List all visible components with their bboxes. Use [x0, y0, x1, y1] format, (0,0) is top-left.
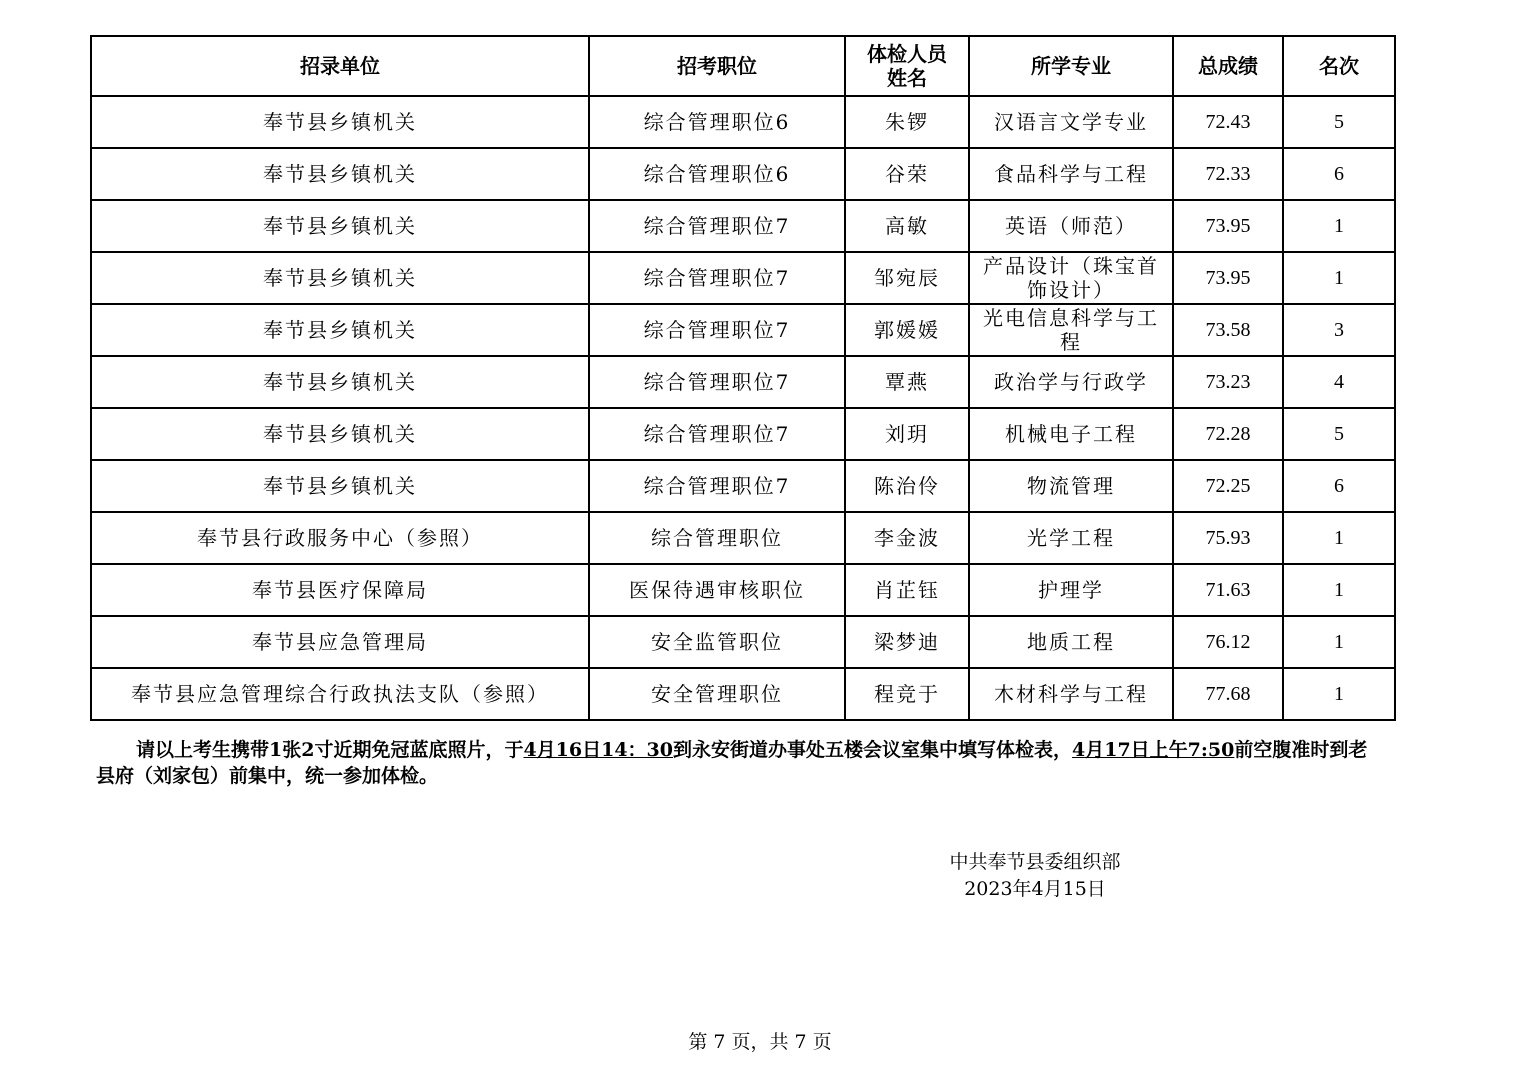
- table-row: [91, 148, 1395, 200]
- cell-unit: 奉节县乡镇机关: [91, 200, 589, 252]
- examinee-table: [90, 35, 1396, 721]
- col-header-major: 所学专业: [969, 36, 1173, 96]
- cell-name: 谷荣: [845, 148, 969, 200]
- table-row: [91, 96, 1395, 148]
- cell-score: 72.43: [1173, 96, 1283, 148]
- cell-score: 75.93: [1173, 512, 1283, 564]
- table-row: [91, 564, 1395, 616]
- cell-major: 食品科学与工程: [969, 148, 1173, 200]
- cell-name: 刘玥: [845, 408, 969, 460]
- cell-major: 地质工程: [969, 616, 1173, 668]
- cell-position: 综合管理职位7: [589, 408, 845, 460]
- cell-score: 72.33: [1173, 148, 1283, 200]
- page-number: 第 7 页，共 7 页: [688, 1031, 832, 1053]
- cell-unit: 奉节县行政服务中心（参照）: [91, 512, 589, 564]
- table-row: [91, 668, 1395, 720]
- cell-major: 机械电子工程: [969, 408, 1173, 460]
- cell-name: 高敏: [845, 200, 969, 252]
- table-header-row: [91, 36, 1395, 96]
- col-header-position: 招考职位: [589, 36, 845, 96]
- cell-unit: 奉节县乡镇机关: [91, 148, 589, 200]
- cell-major: 政治学与行政学: [969, 356, 1173, 408]
- cell-score: 72.28: [1173, 408, 1283, 460]
- table-row: [91, 616, 1395, 668]
- cell-score: 73.95: [1173, 252, 1283, 304]
- notice-time-1: 4月16日14：30: [523, 739, 673, 761]
- cell-rank: 5: [1283, 408, 1395, 460]
- cell-major: 木材科学与工程: [969, 668, 1173, 720]
- cell-unit: 奉节县乡镇机关: [91, 356, 589, 408]
- cell-major: 物流管理: [969, 460, 1173, 512]
- cell-major: 英语（师范）: [969, 200, 1173, 252]
- cell-position: 综合管理职位6: [589, 96, 845, 148]
- table-body: [91, 96, 1395, 720]
- cell-name: 邹宛辰: [845, 252, 969, 304]
- cell-unit: 奉节县应急管理局: [91, 616, 589, 668]
- notice-paragraph: [96, 737, 1386, 789]
- cell-rank: 1: [1283, 512, 1395, 564]
- cell-rank: 6: [1283, 460, 1395, 512]
- cell-rank: 3: [1283, 304, 1395, 356]
- cell-rank: 4: [1283, 356, 1395, 408]
- cell-rank: 1: [1283, 668, 1395, 720]
- cell-position: 综合管理职位: [589, 512, 845, 564]
- cell-unit: 奉节县医疗保障局: [91, 564, 589, 616]
- cell-unit: 奉节县乡镇机关: [91, 252, 589, 304]
- cell-major: 光学工程: [969, 512, 1173, 564]
- col-header-unit: 招录单位: [91, 36, 589, 96]
- cell-unit: 奉节县乡镇机关: [91, 96, 589, 148]
- cell-rank: 1: [1283, 252, 1395, 304]
- cell-major: 护理学: [969, 564, 1173, 616]
- issue-date: 2023年4月15日: [964, 878, 1106, 900]
- cell-unit: 奉节县乡镇机关: [91, 304, 589, 356]
- cell-name: 郭媛媛: [845, 304, 969, 356]
- signature-block: [940, 849, 1130, 903]
- cell-name: 程竞于: [845, 668, 969, 720]
- cell-rank: 1: [1283, 616, 1395, 668]
- cell-rank: 1: [1283, 200, 1395, 252]
- cell-score: 77.68: [1173, 668, 1283, 720]
- cell-score: 73.23: [1173, 356, 1283, 408]
- cell-position: 综合管理职位7: [589, 356, 845, 408]
- notice-text-1: 请以上考生携带1张2寸近期免冠蓝底照片，于: [136, 739, 524, 761]
- cell-rank: 1: [1283, 564, 1395, 616]
- cell-name: 李金波: [845, 512, 969, 564]
- cell-name: 覃燕: [845, 356, 969, 408]
- cell-name: 陈治伶: [845, 460, 969, 512]
- cell-position: 综合管理职位7: [589, 252, 845, 304]
- col-header-name: 体检人员 姓名: [845, 36, 969, 96]
- cell-position: 医保待遇审核职位: [589, 564, 845, 616]
- cell-position: 安全管理职位: [589, 668, 845, 720]
- cell-score: 73.95: [1173, 200, 1283, 252]
- cell-position: 综合管理职位7: [589, 304, 845, 356]
- cell-score: 76.12: [1173, 616, 1283, 668]
- cell-unit: 奉节县乡镇机关: [91, 460, 589, 512]
- cell-major: 汉语言文学专业: [969, 96, 1173, 148]
- notice-text-2: 到永安街道办事处五楼会议室集中填写体检表，: [673, 739, 1073, 761]
- cell-position: 综合管理职位7: [589, 200, 845, 252]
- issuing-organization: 中共奉节县委组织部: [949, 851, 1121, 873]
- table-row: [91, 252, 1395, 304]
- table-row: [91, 356, 1395, 408]
- cell-name: 肖芷钰: [845, 564, 969, 616]
- cell-position: 综合管理职位7: [589, 460, 845, 512]
- cell-rank: 5: [1283, 96, 1395, 148]
- cell-major: 产品设计（珠宝首饰设计）: [969, 252, 1173, 304]
- table-row: [91, 512, 1395, 564]
- notice-text-3: 前空腹准时到老县府（刘家包）前集中，统一参加体检。: [96, 739, 1368, 787]
- cell-score: 71.63: [1173, 564, 1283, 616]
- cell-score: 72.25: [1173, 460, 1283, 512]
- col-header-score: 总成绩: [1173, 36, 1283, 96]
- cell-score: 73.58: [1173, 304, 1283, 356]
- table-row: [91, 460, 1395, 512]
- cell-rank: 6: [1283, 148, 1395, 200]
- cell-position: 安全监管职位: [589, 616, 845, 668]
- cell-unit: 奉节县乡镇机关: [91, 408, 589, 460]
- cell-name: 朱锣: [845, 96, 969, 148]
- col-header-rank: 名次: [1283, 36, 1395, 96]
- table-row: [91, 408, 1395, 460]
- cell-name: 梁梦迪: [845, 616, 969, 668]
- table-row: [91, 200, 1395, 252]
- notice-time-2: 4月17日上午7:50: [1072, 739, 1235, 761]
- cell-position: 综合管理职位6: [589, 148, 845, 200]
- table-row: [91, 304, 1395, 356]
- cell-major: 光电信息科学与工程: [969, 304, 1173, 356]
- cell-unit: 奉节县应急管理综合行政执法支队（参照）: [91, 668, 589, 720]
